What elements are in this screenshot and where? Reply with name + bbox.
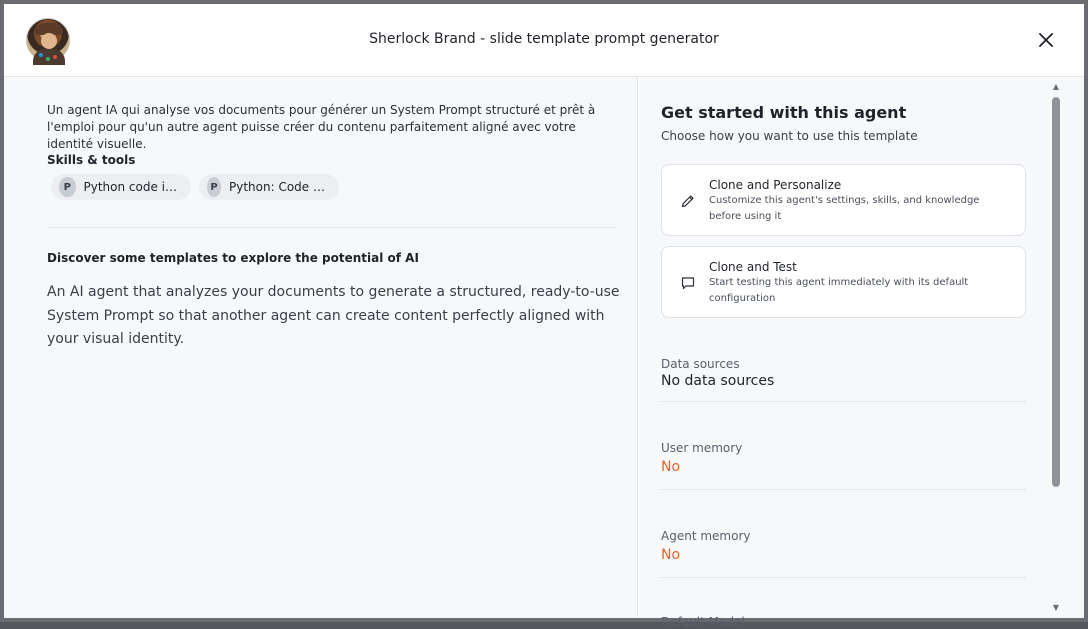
skill-badge: P bbox=[207, 177, 221, 197]
data-sources-label: Data sources bbox=[661, 357, 740, 371]
skills-tools-label: Skills & tools bbox=[47, 153, 136, 167]
scroll-down-icon[interactable]: ▼ bbox=[1052, 603, 1060, 612]
user-memory-value: No bbox=[661, 459, 681, 475]
scroll-up-icon[interactable]: ▲ bbox=[1052, 82, 1060, 91]
user-memory-label: User memory bbox=[661, 441, 743, 455]
skill-badge: P bbox=[59, 177, 76, 197]
option-description: Customize this agent's settings, skills, and knowledge before using it bbox=[709, 195, 980, 222]
get-started-title: Get started with this agent bbox=[661, 103, 907, 122]
pencil-icon bbox=[680, 193, 696, 209]
scroll-thumb[interactable] bbox=[1052, 97, 1060, 487]
close-button[interactable] bbox=[1036, 30, 1056, 50]
meta-divider bbox=[661, 489, 1026, 490]
meta-divider bbox=[661, 401, 1026, 402]
default-model-label: Default Model bbox=[661, 615, 745, 629]
template-details-pane bbox=[4, 77, 638, 618]
get-started-subtitle: Choose how you want to use this template bbox=[661, 129, 918, 143]
skill-label: Python: Code … bbox=[229, 180, 325, 194]
modal-header bbox=[4, 4, 1084, 77]
scrollbar[interactable] bbox=[1050, 77, 1062, 618]
option-title: Clone and Personalize bbox=[709, 178, 842, 192]
clone-and-personalize-button[interactable] bbox=[661, 164, 1026, 236]
meta-divider bbox=[661, 577, 1026, 578]
option-description: Start testing this agent immediately with its default configuration bbox=[709, 277, 969, 304]
skill-label: Python code i… bbox=[83, 180, 177, 194]
description-long: An AI agent that analyzes your documents to generate a structured, ready-to-use System Prompt so that another agent can create content perfectly aligned with your visual identity. bbox=[47, 284, 620, 347]
agent-memory-label: Agent memory bbox=[661, 529, 751, 543]
agent-template-modal bbox=[4, 4, 1084, 629]
chat-bubble-icon bbox=[680, 275, 696, 291]
description-short: Un agent IA qui analyse vos documents pour générer un System Prompt structuré et prêt à l'emploi pour qu'un autre agent puisse créer du contenu parfaitement aligné avec votre identité visuelle. bbox=[47, 103, 596, 151]
modal-title: Sherlock Brand - slide template prompt generator bbox=[369, 31, 719, 47]
skill-chip[interactable] bbox=[199, 174, 339, 200]
option-title: Clone and Test bbox=[709, 260, 797, 274]
close-icon bbox=[1036, 30, 1056, 50]
discover-label: Discover some templates to explore the potential of AI bbox=[47, 251, 419, 265]
get-started-pane bbox=[639, 77, 1084, 629]
section-divider bbox=[47, 227, 617, 228]
data-sources-value: No data sources bbox=[661, 373, 775, 389]
skill-chip[interactable] bbox=[51, 174, 191, 200]
clone-and-test-button[interactable] bbox=[661, 246, 1026, 318]
agent-memory-value: No bbox=[661, 547, 681, 563]
